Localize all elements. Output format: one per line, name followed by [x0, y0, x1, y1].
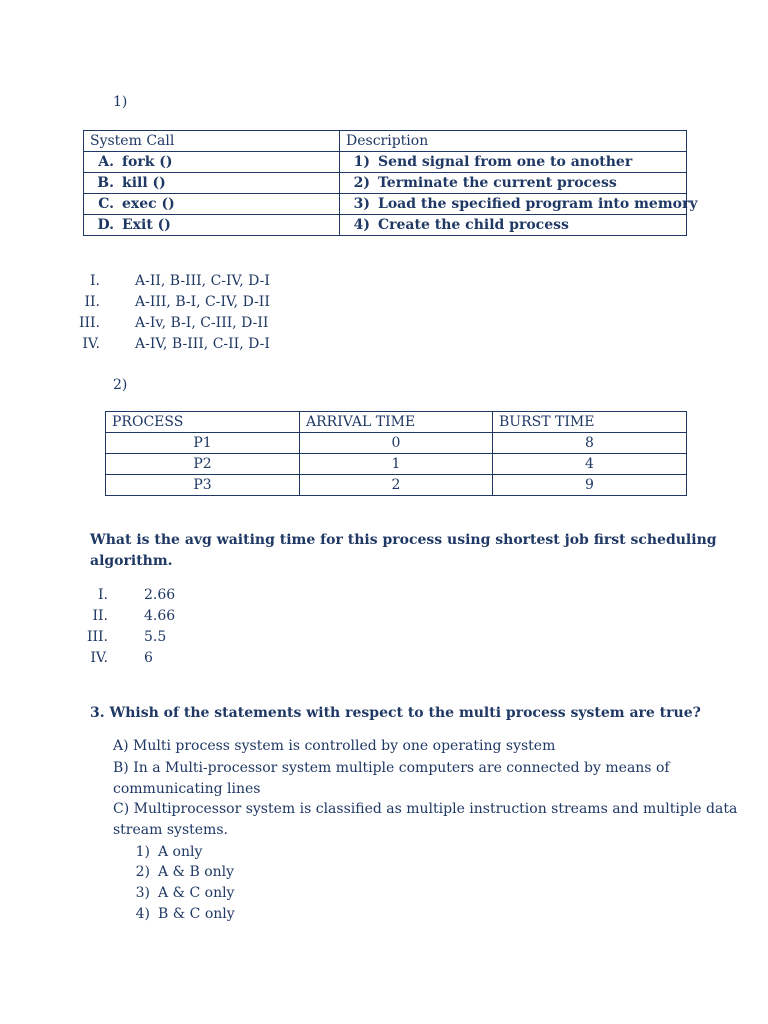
option-text: A-Iv, B-I, C-III, D-II — [135, 315, 269, 331]
option-text: 2.66 — [144, 587, 176, 603]
statement-line: B) In a Multi-processor system multiple computers are connected by means of — [113, 760, 670, 776]
row-mark: 1) — [353, 154, 370, 170]
cell-arrival: 0 — [300, 433, 493, 454]
option-mark: II. — [84, 294, 100, 310]
q2-question-line1: What is the avg waiting time for this process using shortest job first scheduling — [90, 532, 717, 548]
process-table — [105, 411, 687, 496]
q2-number: 2) — [113, 377, 128, 393]
table-row — [106, 433, 687, 454]
statement-line: communicating lines — [113, 781, 261, 797]
row-mark: 2) — [353, 175, 370, 191]
cell-burst: 8 — [493, 433, 687, 454]
header-process: PROCESS — [106, 412, 300, 433]
description-text: Send signal from one to another — [378, 154, 633, 170]
option-mark: III. — [86, 629, 108, 645]
option-mark: IV. — [82, 336, 100, 352]
table-header-row — [84, 131, 687, 152]
header-description: Description — [340, 131, 687, 152]
cell-process: P3 — [106, 475, 300, 496]
system-call-table — [83, 130, 698, 236]
row-mark: C. — [98, 196, 114, 212]
option-mark: 3) — [135, 885, 150, 901]
row-mark: 3) — [353, 196, 370, 212]
table-row — [106, 454, 687, 475]
statement-line: C) Multiprocessor system is classified as multiple instruction streams and multiple data — [113, 801, 738, 817]
option-mark: 1) — [135, 844, 150, 860]
option-text: 6 — [144, 650, 153, 666]
table-row — [106, 475, 687, 496]
q3-title: 3. Whish of the statements with respect to the multi process system are true? — [90, 705, 701, 721]
row-mark: D. — [97, 217, 114, 233]
cell-arrival: 1 — [300, 454, 493, 475]
statement-line: A) Multi process system is controlled by one operating system — [113, 738, 556, 754]
statement-line: stream systems. — [113, 822, 228, 838]
cell-burst: 4 — [493, 454, 687, 475]
description-text: Terminate the current process — [378, 175, 617, 191]
cell-arrival: 2 — [300, 475, 493, 496]
system-call-name: exec () — [122, 196, 175, 212]
option-text: A-IV, B-III, C-II, D-I — [135, 336, 270, 352]
option-text: A & C only — [158, 885, 235, 901]
option-mark: I. — [90, 273, 100, 289]
description-text: Load the specified program into memory — [378, 196, 698, 212]
table-header-row — [106, 412, 687, 433]
table-row — [84, 152, 687, 173]
option-mark: IV. — [90, 650, 108, 666]
option-text: A-III, B-I, C-IV, D-II — [135, 294, 270, 310]
row-mark: B. — [97, 175, 114, 191]
option-text: A & B only — [158, 864, 235, 880]
header-burst-time: BURST TIME — [493, 412, 687, 433]
system-call-name: fork () — [122, 154, 173, 170]
option-mark: 2) — [135, 864, 150, 880]
table-row — [84, 173, 687, 194]
option-text: A-II, B-III, C-IV, D-I — [135, 273, 270, 289]
description-text: Create the child process — [378, 217, 569, 233]
option-text: 4.66 — [144, 608, 176, 624]
system-call-name: kill () — [122, 175, 166, 191]
cell-process: P1 — [106, 433, 300, 454]
system-call-name: Exit () — [122, 217, 171, 233]
option-text: B & C only — [158, 906, 235, 922]
table-row — [84, 194, 687, 215]
option-mark: 4) — [135, 906, 150, 922]
option-text: A only — [158, 844, 203, 860]
cell-burst: 9 — [493, 475, 687, 496]
table-row — [84, 215, 687, 236]
option-mark: II. — [92, 608, 108, 624]
row-mark: 4) — [353, 217, 370, 233]
header-system-call: System Call — [84, 131, 340, 152]
q1-number: 1) — [113, 94, 128, 110]
header-arrival-time: ARRIVAL TIME — [300, 412, 493, 433]
option-mark: I. — [98, 587, 108, 603]
row-mark: A. — [98, 154, 114, 170]
option-text: 5.5 — [144, 629, 167, 645]
q2-question-line2: algorithm. — [90, 553, 173, 569]
cell-process: P2 — [106, 454, 300, 475]
option-mark: III. — [78, 315, 100, 331]
